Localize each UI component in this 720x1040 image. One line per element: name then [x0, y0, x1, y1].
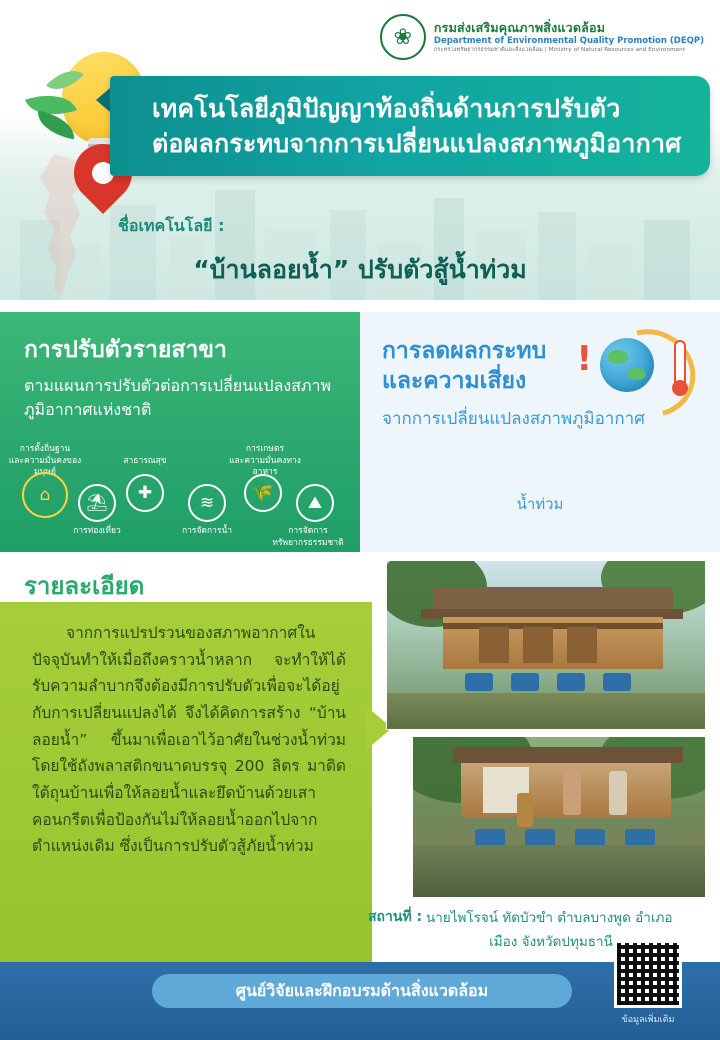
title-line-2: ต่อผลกระทบจากการเปลี่ยนแปลงสภาพภูมิอากาศ [152, 129, 682, 158]
poster-footer [0, 962, 720, 1040]
location-line-2: เมือง จังหวัดปทุมธานี [489, 934, 613, 950]
impact-heading-line-2: และความเสี่ยง [382, 368, 527, 395]
qr-code[interactable] [614, 940, 682, 1008]
qr-code-image [617, 943, 679, 1005]
qr-code-caption: ข้อมูลเพิ่มเติม [621, 1015, 675, 1025]
location-line-1: นายไพโรจน์ ทัดบัวขำ ตำบลบางพูด อำเภอ [426, 910, 673, 926]
natural-resource-icon: ⛰ [296, 484, 334, 522]
health-icon: ✚ [126, 474, 164, 512]
natural-resource-caption-1: การจัดการ [288, 526, 328, 536]
technology-name-block [0, 196, 720, 310]
natural-resource-caption-2: ทรัพยากรธรรมชาติ [272, 538, 344, 548]
deqp-logo [380, 14, 704, 60]
settlement-caption-2: และความมั่นคงของมนุษย์ [8, 456, 82, 477]
location-label: สถานที่ : [368, 909, 423, 925]
risk-keyword: น้ำท่วม [516, 495, 564, 513]
org-name-th: กรมส่งเสริมคุณภาพสิ่งแวดล้อม [433, 20, 606, 36]
footer-organization-pill: ศูนย์วิจัยและฝึกอบรมด้านสิ่งแวดล้อม [152, 974, 572, 1008]
thermometer-icon [674, 340, 686, 390]
technology-name-label: ชื่อเทคโนโลยี : [118, 216, 225, 235]
agriculture-caption-1: การเกษตร [245, 444, 285, 454]
floating-house-villagers-photo [412, 736, 706, 898]
poster-title-ribbon [110, 76, 710, 176]
tourism-icon: ⛱ [78, 484, 116, 522]
floating-house-exterior-photo [386, 560, 706, 730]
deqp-seal-icon: ❀ [380, 14, 426, 60]
water-management-caption: การจัดการน้ำ [181, 526, 233, 536]
org-ministry: กระทรวงทรัพยากรธรรมชาติและสิ่งแวดล้อม | Ministry of Natural Resources and Environment [433, 46, 686, 53]
details-heading: รายละเอียด [24, 572, 145, 600]
impact-risk-reduction-panel [360, 312, 720, 552]
details-body: จากการแปรปรวนของสภาพอากาศในปัจจุบันทำให้เมื่อถึงคราวน้ำหลาก จะทำให้ได้รับความลำบากจึงต้องมีการปรับตัวเพื่อจะได้อยู่กับการเปลี่ยนแปลงได้ จึงได้คิดการสร้าง “บ้านลอยน้ำ” ขึ้นมาเพื่อเอาไว้อาศัยในช่วงน้ำท่วม โดยใช้ถังพลาสติกขนาดบรรจุ 200 ลิตร มาติดใต้ถุนบ้านเพื่อให้ลอยน้ำและยึดบ้านด้วยเสาคอนกรีตเพื่อป้องกันไม่ให้ลอยน้ำออกไปจากตำแหน่งเดิม ซึ่งเป็นการปรับตัวสู้ภัยน้ำท่วม [32, 624, 346, 856]
technology-name-value: “บ้านลอยน้ำ” ปรับตัวสู้น้ำท่วม [193, 255, 527, 284]
settlement-icon: ⌂ [22, 472, 68, 518]
tourism-caption: การท่องเที่ยว [73, 526, 121, 536]
settlement-caption-1: การตั้งถิ่นฐาน [19, 444, 71, 454]
sector-adaptation-heading: การปรับตัวรายสาขา [24, 337, 227, 363]
agriculture-icon: 🌾 [244, 474, 282, 512]
alert-exclamation-icon: ! [576, 339, 592, 379]
globe-icon [600, 338, 654, 392]
impact-heading-line-1: การลดผลกระทบ [382, 338, 547, 364]
water-management-icon: ≋ [188, 484, 226, 522]
details-box [0, 602, 372, 962]
title-line-1: เทคโนโลยีภูมิปัญญาท้องถิ่นด้านการปรับตัว [152, 93, 621, 123]
org-name-en: Department of Environmental Quality Promotion (DEQP) [433, 36, 704, 46]
sector-adaptation-body: ตามแผนการปรับตัวต่อการเปลี่ยนแปลงสภาพภูมิอากาศแห่งชาติ [24, 375, 332, 419]
health-caption: สาธารณสุข [123, 456, 167, 466]
agriculture-caption-2: และความมั่นคงทางอาหาร [229, 456, 301, 477]
impact-body: จากการเปลี่ยนแปลงสภาพภูมิอากาศ [382, 408, 645, 429]
sector-icon-strip [0, 440, 360, 552]
